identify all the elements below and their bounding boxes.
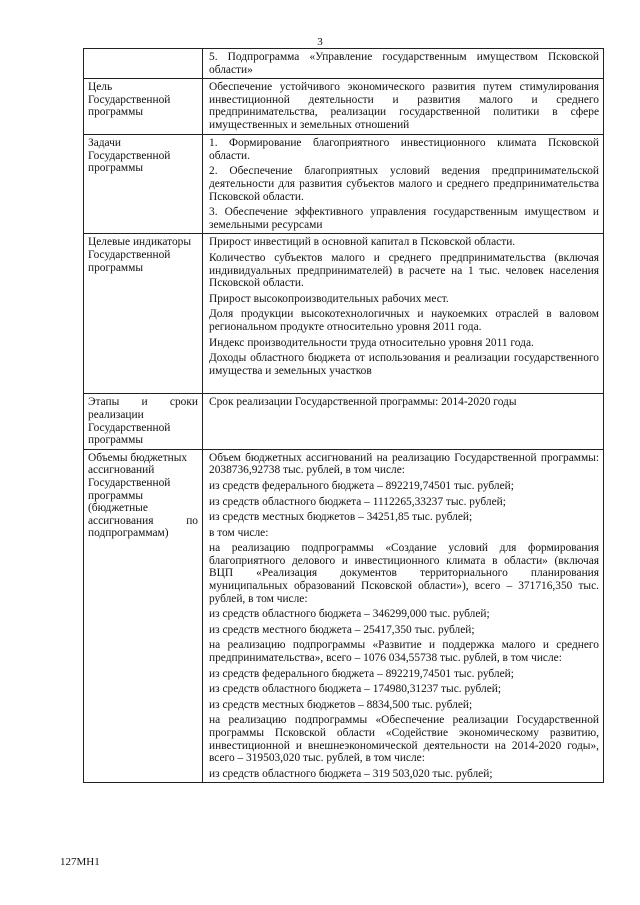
row-value <box>203 79 604 135</box>
paragraph: на реализацию подпрограммы «Обеспечение реализации Государственной программы Псковской области «Содействие экономическому развитию, инвестиционной и внешнеэкономической деятельности на 2014-2020 годы», всего – 319503,020 тыс. рублей, в том числе: <box>209 714 599 765</box>
label-line: Задачи <box>88 137 121 150</box>
label-line: реализации <box>88 408 144 421</box>
paragraph: из средств областного бюджета – 1112265,33237 тыс. рублей; <box>209 495 506 508</box>
table-row <box>84 394 604 449</box>
paragraph: из средств областного бюджета – 174980,31237 тыс. рублей; <box>209 683 502 696</box>
paragraph: на реализацию подпрограммы «Развитие и поддержка малого и среднего предпринимательства», всего – 1076 034,55738 тыс. рублей, в том числе: <box>209 639 599 665</box>
paragraph: Количество субъектов малого и среднего предпринимательства (включая индивидуальных предпринимателей) в расчете на 1 тыс. человек населения Псковской области. <box>209 251 599 290</box>
paragraph: из средств местных бюджетов – 34251,85 тыс. рублей; <box>209 511 473 524</box>
paragraph: Доля продукции высокотехнологичных и наукоемких отраслей в валовом региональном продукте относительно уровня 2011 года. <box>209 308 599 333</box>
row-label <box>84 49 203 79</box>
row-label <box>84 394 203 449</box>
label-line: Государственной <box>88 476 171 489</box>
row-label <box>84 449 203 783</box>
label-line: программы <box>88 434 143 447</box>
paragraph: Обеспечение устойчивого экономического развития путем стимулирования инвестиционной деятельности и развития малого и среднего предпринимательства, реализации государственной политики в сфере имущественных и земельных отношений <box>209 81 599 131</box>
paragraph: из средств федерального бюджета – 892219,74501 тыс. рублей; <box>209 667 514 680</box>
label-line: подпрограммам) <box>88 527 169 540</box>
program-passport-table <box>83 48 604 783</box>
row-value <box>203 135 604 234</box>
table-row <box>84 49 604 79</box>
label-line: Объемы бюджетных <box>88 451 188 464</box>
label-line: (бюджетные <box>88 502 148 515</box>
label-line: Государственной <box>88 421 171 434</box>
label-line: Государственной <box>88 149 171 162</box>
paragraph: из средств областного бюджета – 319 503,020 тыс. рублей; <box>209 767 493 780</box>
label-line: программы <box>88 106 143 119</box>
row-value <box>203 449 604 783</box>
row-label <box>84 234 203 394</box>
paragraph: 1. Формирование благоприятного инвестиционного климата Псковской области. <box>209 137 599 162</box>
label-line: ассигнования по <box>88 514 198 527</box>
paragraph: 5. Подпрограмма «Управление государственным имуществом Псковской области» <box>209 51 599 76</box>
label-line: программы <box>88 489 143 502</box>
paragraph: 2. Обеспечение благоприятных условий ведения предпринимательской деятельности для развития субъектов малого и среднего предпринимательства Псковской области. <box>209 165 599 203</box>
paragraph: Объем бюджетных ассигнований на реализацию Государственной программы: 2038736,92738 тыс. рублей, в том числе: <box>209 451 599 477</box>
table-row <box>84 449 604 783</box>
label-line: Государственной <box>88 93 171 106</box>
row-value <box>203 394 604 449</box>
table-row <box>84 79 604 135</box>
label-line: Целевые индикаторы <box>88 236 192 249</box>
label-line: программы <box>88 162 143 175</box>
paragraph: в том числе: <box>209 526 269 539</box>
row-label <box>84 79 203 135</box>
label-line: Этапы и сроки <box>88 396 198 409</box>
table-row <box>84 135 604 234</box>
paragraph: из средств областного бюджета – 346299,000 тыс. рублей; <box>209 608 490 621</box>
paragraph: из средств федерального бюджета – 892219,74501 тыс. рублей; <box>209 479 514 492</box>
paragraph: 3. Обеспечение эффективного управления государственным имуществом и земельными ресурсами <box>209 206 599 231</box>
row-value <box>203 49 604 79</box>
paragraph: на реализацию подпрограммы «Создание условий для формирования благоприятного делового и инвестиционного климата в области» (включая ВЦП «Реализация документов территориального планирования муниципальных образований Псковской области»), всего – 371716,350 тыс. рублей, в том числе: <box>209 542 599 605</box>
paragraph: Доходы областного бюджета от использования и реализации государственного имущества и земельных участков <box>209 352 599 377</box>
paragraph: из средств местного бюджета – 25417,350 тыс. рублей; <box>209 623 475 636</box>
label-line: программы <box>88 261 143 274</box>
label-line: Цель <box>88 81 113 94</box>
paragraph: Срок реализации Государственной программы: 2014-2020 годы <box>209 396 517 409</box>
row-label <box>84 135 203 234</box>
label-line: ассигнований <box>88 464 155 477</box>
page-number: 3 <box>317 36 323 48</box>
table-row <box>84 234 604 394</box>
label-line: Государственной <box>88 248 171 261</box>
paragraph: Прирост инвестиций в основной капитал в Псковской области. <box>209 236 516 249</box>
paragraph: Прирост высокопроизводительных рабочих мест. <box>209 292 449 305</box>
paragraph: Индекс производительности труда относительно уровня 2011 года. <box>209 336 534 349</box>
footer-code: 127МН1 <box>60 856 100 868</box>
row-value <box>203 234 604 394</box>
paragraph: из средств местных бюджетов – 8834,500 тыс. рублей; <box>209 698 473 711</box>
